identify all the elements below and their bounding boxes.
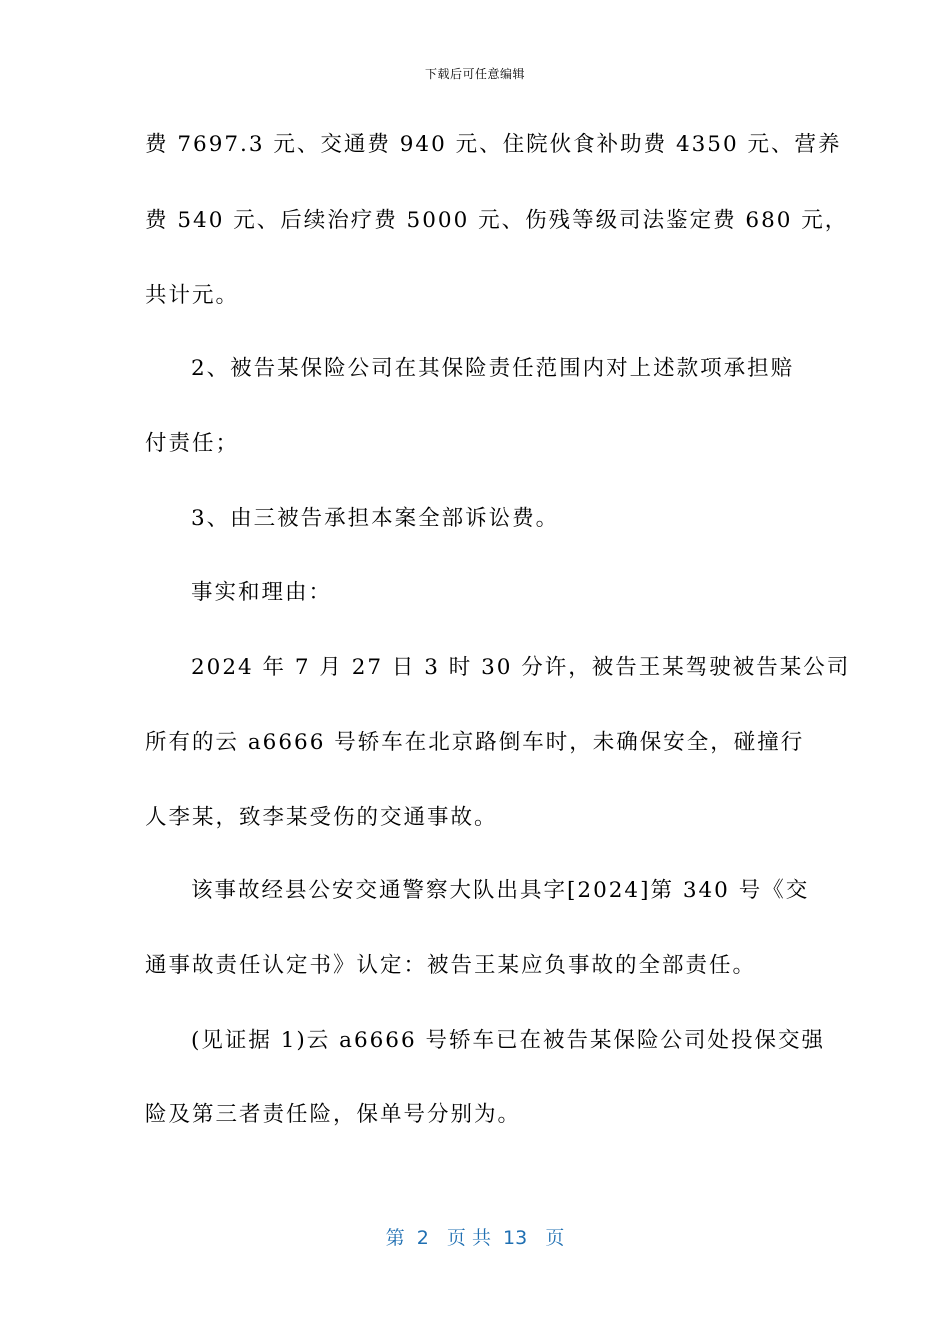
body-line-6: 3、由三被告承担本案全部诉讼费。 (191, 506, 560, 531)
body-line-12: 通事故责任认定书》认定：被告王某应负事故的全部责任。 (145, 953, 757, 978)
body-line-10: 人李某，致李某受伤的交通事故。 (145, 805, 498, 830)
body-line-7: 事实和理由： (191, 580, 333, 605)
body-line-4: 2、被告某保险公司在其保险责任范围内对上述款项承担赔 (191, 356, 795, 381)
page-footer: 第 2 页 共 13 页 (385, 1227, 565, 1249)
body-line-1: 费 7697.3 元、交通费 940 元、住院伙食补助费 4350 元、营养 (145, 132, 842, 157)
body-line-11: 该事故经县公安交通警察大队出具字[2024]第 340 号《交 (191, 878, 810, 903)
body-line-8: 2024 年 7 月 27 日 3 时 30 分许，被告王某驾驶被告某公司 (191, 655, 851, 680)
body-line-13: (见证据 1)云 a6666 号轿车已在被告某保险公司处投保交强 (191, 1028, 825, 1053)
body-line-2: 费 540 元、后续治疗费 5000 元、伤残等级司法鉴定费 680 元， (145, 208, 849, 233)
body-line-14: 险及第三者责任险，保单号分别为。 (145, 1102, 522, 1127)
body-line-9: 所有的云 a6666 号轿车在北京路倒车时，未确保安全，碰撞行 (145, 730, 805, 755)
body-line-5: 付责任； (145, 431, 240, 456)
body-line-3: 共计元。 (145, 283, 240, 308)
page-header: 下载后可任意编辑 (424, 67, 525, 81)
